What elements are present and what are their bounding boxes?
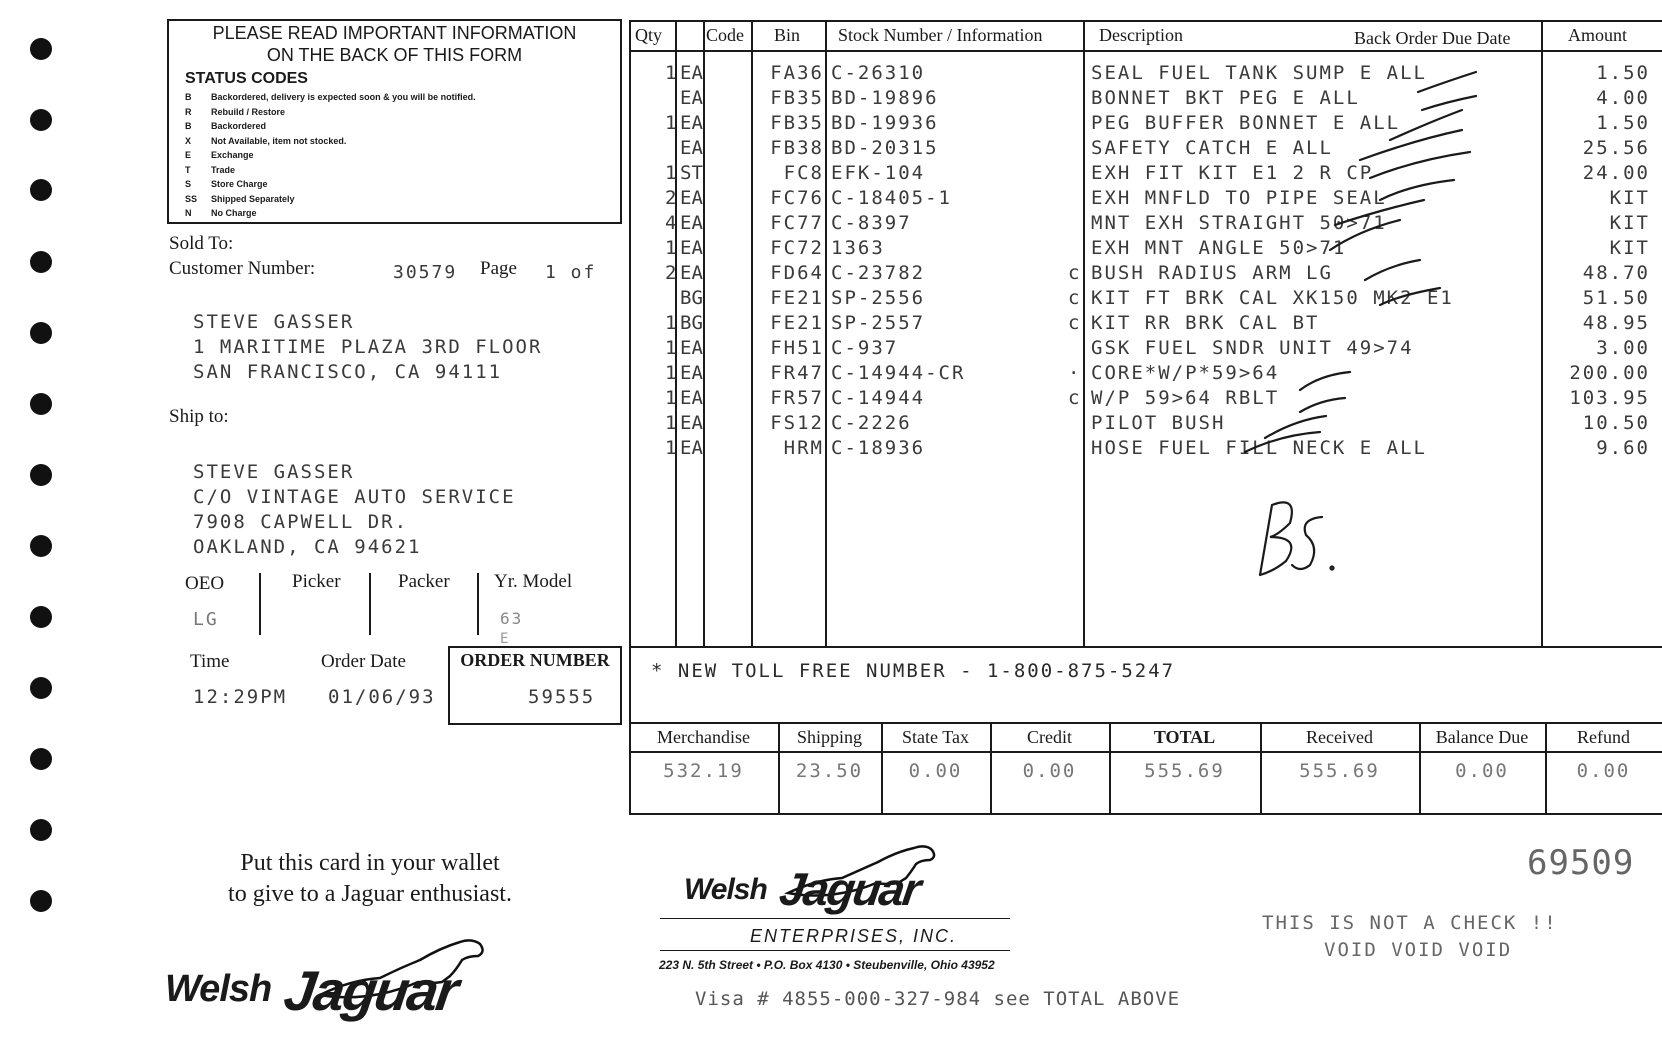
cell-amount: 24.00 — [1582, 162, 1650, 184]
cell-bin: HRM — [783, 437, 824, 459]
important-notice — [167, 22, 622, 66]
cell-qty: 1 — [665, 312, 679, 334]
cell-stock: C-8397 — [831, 212, 912, 234]
cell-bin: FA36 — [770, 62, 824, 84]
time-label: Time — [190, 651, 230, 672]
cell-bin: FH51 — [770, 337, 824, 359]
status-code-text: Exchange — [211, 150, 254, 160]
cell-amount: 51.50 — [1582, 287, 1650, 309]
cell-unit: EA — [680, 437, 703, 459]
divider — [477, 573, 479, 635]
check-stroke — [1380, 288, 1440, 305]
status-code-text: Shipped Separately — [211, 193, 295, 204]
cell-bin: FR57 — [770, 387, 824, 409]
status-code: X — [185, 135, 192, 146]
cell-mark: · — [1068, 362, 1082, 384]
cell-amount: 200.00 — [1569, 362, 1650, 384]
cell-bin: FC77 — [770, 212, 824, 234]
header-qty: Qty — [635, 25, 662, 45]
address-line: STEVE GASSER — [193, 461, 355, 483]
cell-desc: KIT FT BRK CAL XK150 MK2 E1 — [1091, 287, 1454, 309]
cell-desc: CORE*W/P*59>64 — [1091, 362, 1280, 384]
cell-unit: BG — [680, 287, 703, 309]
binder-hole — [30, 890, 52, 912]
cell-bin: FD64 — [770, 262, 824, 284]
toll-free-note: * NEW TOLL FREE NUMBER - 1-800-875-5247 — [651, 660, 1176, 682]
cell-bin: FB35 — [770, 87, 824, 109]
rule — [751, 20, 753, 646]
totals-value: 0.00 — [908, 760, 963, 782]
cell-mark: c — [1068, 287, 1082, 309]
totals-header: Refund — [1577, 727, 1630, 747]
status-code-text: Rebuild / Restore — [211, 106, 286, 117]
address-line: OAKLAND, CA 94621 — [193, 536, 422, 558]
cell-stock: EFK-104 — [831, 162, 926, 184]
order-number-value: 59555 — [528, 686, 596, 708]
page-value: 1 of — [545, 262, 597, 283]
sold-to-address — [193, 310, 542, 385]
card-line-2: to give to a Jaguar enthusiast. — [228, 881, 512, 907]
notice-line-2: ON THE BACK OF THIS FORM — [266, 45, 523, 65]
jaguar-logo-text: Jaguar — [280, 959, 461, 1022]
customer-number-label: Customer Number: — [169, 258, 316, 279]
cell-desc: EXH FIT KIT E1 2 R CP — [1091, 162, 1374, 184]
cell-bin: FE21 — [770, 287, 824, 309]
totals-header: Shipping — [796, 727, 862, 747]
totals-header: State Tax — [902, 727, 969, 747]
cell-qty: 1 — [665, 362, 679, 384]
status-code: R — [185, 106, 192, 117]
cell-stock: C-14944-CR — [831, 362, 966, 384]
address-line: SAN FRANCISCO, CA 94111 — [193, 361, 503, 383]
company-address: 223 N. 5th Street • P.O. Box 4130 • Steubenville, Ohio 43952 — [659, 958, 995, 972]
notice-line-1: PLEASE READ IMPORTANT INFORMATION — [212, 23, 577, 43]
check-stroke — [1418, 72, 1476, 92]
binder-hole — [30, 819, 52, 841]
cell-unit: EA — [680, 187, 703, 209]
cell-desc: SEAL FUEL TANK SUMP E ALL — [1091, 62, 1427, 84]
handwritten-checkmarks — [1240, 60, 1500, 460]
header-amount: Amount — [1568, 25, 1628, 45]
cell-stock: BD-20315 — [831, 137, 939, 159]
binder-hole — [30, 535, 52, 557]
divider — [259, 573, 261, 635]
status-code-row — [185, 136, 346, 146]
totals-value: 0.00 — [1022, 760, 1077, 782]
cell-qty: 1 — [665, 112, 679, 134]
cell-desc: EXH MNT ANGLE 50>71 — [1091, 237, 1347, 259]
card-line-1: Put this card in your wallet — [240, 850, 500, 876]
cell-unit: EA — [680, 62, 703, 84]
rule — [629, 751, 1662, 753]
jaguar-logo-text: Jaguar — [776, 863, 923, 915]
cell-desc: MNT EXH STRAIGHT 50>71 — [1091, 212, 1387, 234]
status-code-text: Backordered, delivery is expected soon & you will be notified. — [211, 92, 476, 102]
cell-mark: c — [1068, 312, 1082, 334]
cell-amount: 103.95 — [1569, 387, 1650, 409]
cell-qty: 1 — [665, 387, 679, 409]
status-code-row — [185, 92, 476, 102]
sold-to-label: Sold To: — [169, 233, 234, 254]
logo-rule — [660, 918, 1010, 919]
cell-stock: BD-19896 — [831, 87, 939, 109]
welsh-logo-text: Welsh — [684, 873, 767, 906]
cell-desc: BUSH RADIUS ARM LG — [1091, 262, 1333, 284]
status-code-row — [185, 165, 235, 175]
rule — [1083, 20, 1085, 646]
cell-bin: FC72 — [770, 237, 824, 259]
cell-amount: 4.00 — [1596, 87, 1650, 109]
check-stroke — [1365, 260, 1420, 280]
rule — [629, 722, 1662, 724]
customer-number: 30579 — [393, 262, 458, 283]
cell-amount: KIT — [1609, 212, 1650, 234]
status-code-text: No Charge — [211, 208, 257, 218]
status-code: SS — [185, 193, 198, 204]
cell-qty: 4 — [665, 212, 679, 234]
check-number: 69509 — [1527, 843, 1635, 883]
cell-unit: EA — [680, 262, 703, 284]
cell-qty: 1 — [665, 437, 679, 459]
yr-model-label: Yr. Model — [494, 571, 573, 592]
status-code: N — [185, 208, 192, 218]
page-label: Page — [480, 258, 517, 279]
time-value: 12:29PM — [193, 686, 288, 708]
binder-hole — [30, 38, 52, 60]
order-date-value: 01/06/93 — [328, 686, 436, 708]
cell-bin: FC76 — [770, 187, 824, 209]
cell-mark: c — [1068, 387, 1082, 409]
ship-to-address — [193, 460, 516, 560]
cell-qty: 1 — [665, 62, 679, 84]
cell-unit: EA — [680, 87, 703, 109]
picker-label: Picker — [292, 571, 341, 592]
totals-value: 0.00 — [1455, 760, 1509, 782]
cell-bin: FC8 — [783, 162, 824, 184]
cell-mark: c — [1068, 262, 1082, 284]
logo-rule — [660, 950, 1010, 951]
wallet-card-text — [160, 848, 580, 910]
cell-bin: FB35 — [770, 112, 824, 134]
order-date-label: Order Date — [321, 651, 406, 672]
totals-header: Merchandise — [657, 727, 750, 747]
binder-hole — [30, 251, 52, 273]
cell-stock: C-18405-1 — [831, 187, 952, 209]
cell-stock: C-14944 — [831, 387, 926, 409]
cell-desc: PEG BUFFER BONNET E ALL — [1091, 112, 1401, 134]
check-stroke — [1245, 432, 1320, 452]
cell-unit: ST — [680, 162, 703, 184]
rule — [629, 20, 631, 813]
totals-header: Received — [1306, 727, 1373, 747]
cell-unit: EA — [680, 337, 703, 359]
totals-header: TOTAL — [1153, 727, 1216, 747]
status-code-text: Trade — [211, 164, 236, 175]
binder-hole — [30, 464, 52, 486]
cell-stock: C-26310 — [831, 62, 926, 84]
status-code-row — [185, 121, 266, 131]
check-stroke — [1300, 372, 1350, 390]
cell-unit: EA — [680, 212, 703, 234]
address-line: 1 MARITIME PLAZA 3RD FLOOR — [193, 336, 543, 358]
yr-model-value-2: E — [500, 631, 511, 647]
not-a-check-notice: THIS IS NOT A CHECK !! — [1262, 912, 1558, 934]
cell-unit: EA — [680, 112, 703, 134]
visa-line: Visa # 4855-000-327-984 see TOTAL ABOVE — [695, 988, 1181, 1010]
status-code: B — [185, 121, 192, 131]
cell-qty: 1 — [665, 237, 679, 259]
totals-value: 555.69 — [1144, 760, 1225, 782]
rule — [629, 20, 1662, 22]
cell-stock: C-2226 — [831, 412, 912, 434]
status-code-row — [185, 150, 254, 160]
header-bin: Bin — [774, 25, 801, 45]
check-stroke — [1380, 180, 1454, 200]
oeo-value: LG — [193, 609, 219, 630]
cell-stock: 1363 — [831, 237, 885, 259]
cell-bin: FB38 — [770, 137, 824, 159]
cell-stock: BD-19936 — [831, 112, 939, 134]
status-code-row — [185, 179, 268, 189]
rule — [629, 50, 1662, 52]
cell-bin: FE21 — [770, 312, 824, 334]
cell-stock: SP-2556 — [831, 287, 926, 309]
totals-value: 532.19 — [663, 760, 744, 782]
binder-hole — [30, 393, 52, 415]
cell-amount: 48.95 — [1582, 312, 1650, 334]
binder-hole — [30, 606, 52, 628]
cell-desc: GSK FUEL SNDR UNIT 49>74 — [1091, 337, 1414, 359]
cell-bin: FS12 — [770, 412, 824, 434]
binder-hole — [30, 677, 52, 699]
rule — [629, 646, 1662, 648]
cell-unit: EA — [680, 237, 703, 259]
cell-amount: 48.70 — [1582, 262, 1650, 284]
cell-qty: 1 — [665, 162, 679, 184]
status-codes-title: STATUS CODES — [185, 70, 308, 87]
packer-label: Packer — [398, 571, 450, 592]
check-stroke — [1300, 398, 1345, 412]
cell-desc: KIT RR BRK CAL BT — [1091, 312, 1320, 334]
cell-desc: BONNET BKT PEG E ALL — [1091, 87, 1360, 109]
address-line: STEVE GASSER — [193, 311, 355, 333]
cell-unit: EA — [680, 362, 703, 384]
status-code-row — [185, 107, 285, 117]
void-text: VOID VOID VOID — [1324, 939, 1513, 961]
cell-amount: KIT — [1609, 187, 1650, 209]
cell-desc: SAFETY CATCH E ALL — [1091, 137, 1333, 159]
status-code-row — [185, 208, 257, 218]
header-code: Code — [706, 25, 744, 45]
cell-stock: SP-2557 — [831, 312, 926, 334]
cell-stock: C-937 — [831, 337, 899, 359]
handwritten-initials — [1240, 495, 1340, 585]
check-stroke — [1390, 110, 1462, 140]
cell-qty: 2 — [665, 262, 679, 284]
rule — [825, 20, 827, 646]
cell-amount: KIT — [1609, 237, 1650, 259]
binder-hole — [30, 179, 52, 201]
cell-desc: EXH MNFLD TO PIPE SEAL — [1091, 187, 1387, 209]
rule — [629, 813, 1662, 815]
cell-bin: FR47 — [770, 362, 824, 384]
cell-qty: 1 — [665, 412, 679, 434]
cell-stock: C-18936 — [831, 437, 926, 459]
cell-amount: 25.56 — [1582, 137, 1650, 159]
cell-qty: 1 — [665, 337, 679, 359]
status-code-text: Backordered — [211, 121, 267, 131]
cell-unit: EA — [680, 387, 703, 409]
ship-to-label: Ship to: — [169, 406, 229, 427]
order-number-label: ORDER NUMBER — [460, 650, 610, 670]
totals-value: 0.00 — [1576, 760, 1631, 782]
enterprises-text: ENTERPRISES, INC. — [750, 926, 958, 946]
cell-amount: 10.50 — [1582, 412, 1650, 434]
check-stroke — [1335, 200, 1424, 225]
status-code: B — [185, 92, 192, 102]
cell-unit: BG — [680, 312, 703, 334]
binder-hole — [30, 322, 52, 344]
cell-amount: 3.00 — [1596, 337, 1650, 359]
cell-desc: HOSE FUEL FILL NECK E ALL — [1091, 437, 1427, 459]
yr-model-value: 63 — [500, 609, 524, 628]
oeo-label: OEO — [185, 573, 225, 594]
header-stock: Stock Number / Information — [838, 25, 1043, 45]
check-stroke — [1370, 152, 1470, 178]
status-code: T — [185, 164, 191, 175]
divider — [369, 573, 371, 635]
cell-amount: 9.60 — [1596, 437, 1650, 459]
welsh-logo-text: Welsh — [165, 968, 272, 1010]
status-code-text: Store Charge — [211, 179, 268, 189]
totals-value: 555.69 — [1299, 760, 1380, 782]
cell-unit: EA — [680, 137, 703, 159]
check-stroke — [1422, 96, 1476, 110]
status-code-text: Not Available, item not stocked. — [211, 135, 347, 146]
totals-header: Balance Due — [1435, 727, 1529, 747]
totals-value: 23.50 — [795, 760, 864, 782]
cell-amount: 1.50 — [1596, 62, 1650, 84]
status-code: S — [185, 179, 192, 189]
cell-unit: EA — [680, 412, 703, 434]
cell-stock: C-23782 — [831, 262, 926, 284]
cell-desc: PILOT BUSH — [1091, 412, 1226, 434]
status-code: E — [185, 150, 192, 160]
binder-hole — [30, 748, 52, 770]
header-description: Description — [1099, 25, 1183, 45]
totals-header: Credit — [1027, 727, 1072, 747]
address-line: C/O VINTAGE AUTO SERVICE — [193, 486, 516, 508]
status-code-row — [185, 194, 295, 204]
header-back-order: Back Order Due Date — [1354, 28, 1511, 48]
cell-qty: 2 — [665, 187, 679, 209]
binder-hole — [30, 109, 52, 131]
cell-desc: W/P 59>64 RBLT — [1091, 387, 1280, 409]
cell-amount: 1.50 — [1596, 112, 1650, 134]
check-stroke — [1330, 220, 1400, 250]
address-line: 7908 CAPWELL DR. — [193, 511, 409, 533]
